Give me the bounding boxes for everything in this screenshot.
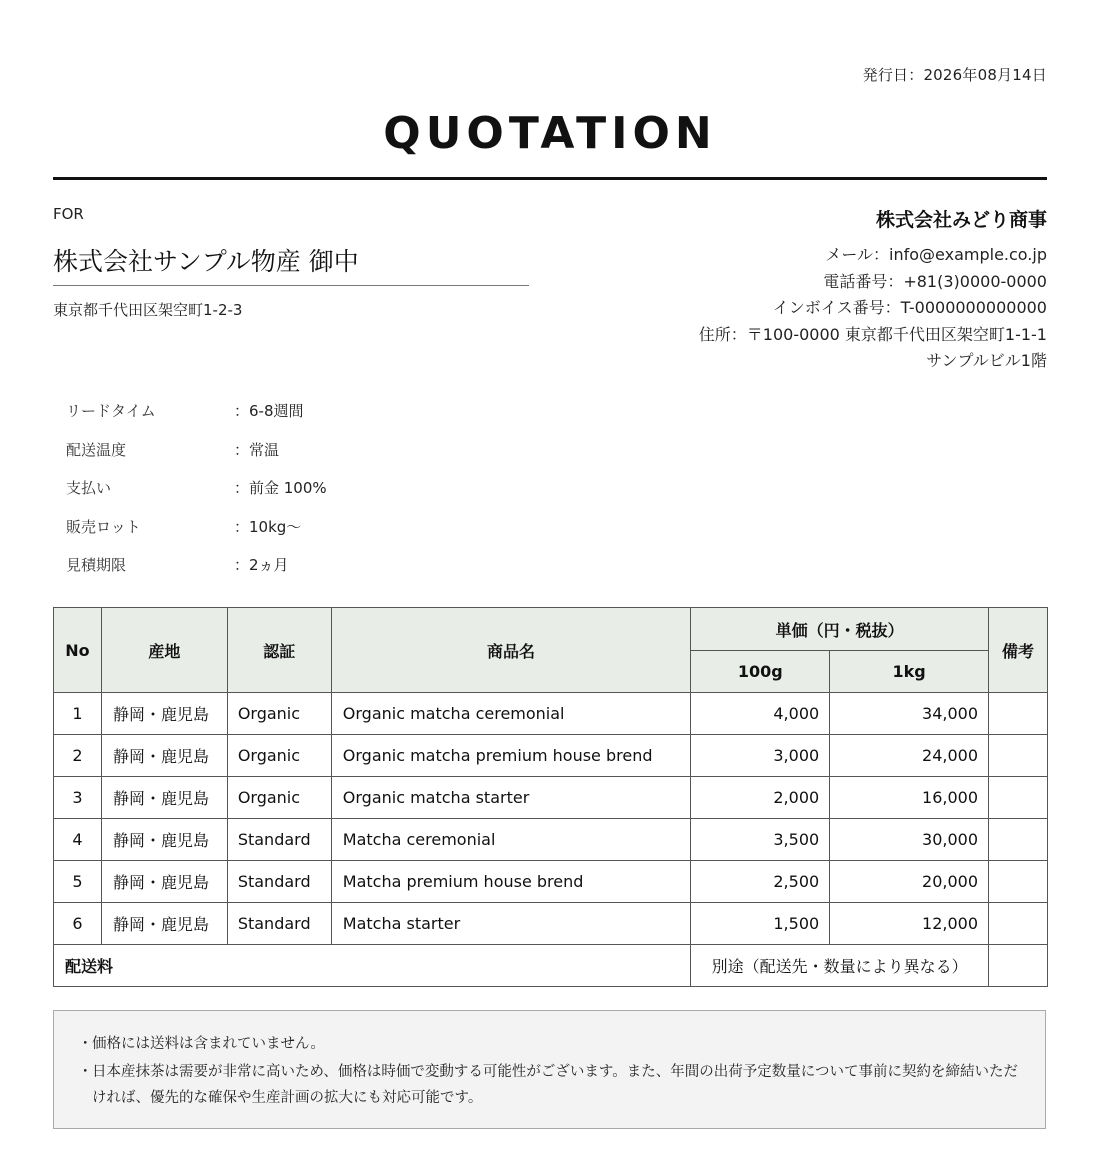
table-row bbox=[54, 777, 1048, 819]
cell-origin: 静岡・鹿児島 bbox=[101, 819, 227, 861]
cell-no: 3 bbox=[54, 777, 102, 819]
term-value: ：10kg〜 bbox=[234, 517, 302, 536]
term-label: 見積期限 bbox=[66, 556, 127, 574]
cell-remarks bbox=[989, 903, 1048, 945]
table-row bbox=[54, 735, 1048, 777]
header-price-1kg: 1kg bbox=[830, 651, 989, 693]
cell-remarks bbox=[989, 735, 1048, 777]
issue-date: 発行日：2026年08月14日 bbox=[862, 66, 1047, 84]
term-row-shipping-temperature bbox=[66, 439, 327, 478]
cell-no: 5 bbox=[54, 861, 102, 903]
header-certification: 認証 bbox=[227, 608, 331, 693]
shipping-value: 別途（配送先・数量により異なる） bbox=[691, 945, 989, 987]
cell-certification: Organic bbox=[227, 735, 331, 777]
cell-price-100g: 4,000 bbox=[691, 693, 830, 735]
header-price-100g: 100g bbox=[691, 651, 830, 693]
cell-no: 4 bbox=[54, 819, 102, 861]
cell-price-1kg: 34,000 bbox=[830, 693, 989, 735]
cell-certification: Organic bbox=[227, 693, 331, 735]
document-title: QUOTATION bbox=[383, 108, 717, 159]
cell-remarks bbox=[989, 819, 1048, 861]
header-remarks: 備考 bbox=[989, 608, 1048, 693]
cell-price-1kg: 30,000 bbox=[830, 819, 989, 861]
term-label: 配送温度 bbox=[66, 440, 127, 459]
title-divider bbox=[53, 177, 1047, 180]
table-row bbox=[54, 819, 1048, 861]
note-text: 日本産抹茶は需要が非常に高いため、価格は時価で変動する可能性がございます。また、年間の出荷予定数量について事前に契約を締結いただければ、優先的な確保や生産計画の拡大にも対応可能です。 bbox=[92, 1064, 1018, 1106]
shipping-label: 配送料 bbox=[54, 945, 691, 987]
cell-product-name: Organic matcha starter bbox=[331, 777, 691, 819]
price-table bbox=[53, 607, 1048, 987]
seller-block bbox=[699, 205, 1047, 375]
cell-price-100g: 2,000 bbox=[691, 777, 830, 819]
term-row-quote-validity bbox=[66, 554, 327, 593]
notes-box bbox=[53, 1010, 1046, 1129]
note-item bbox=[78, 1059, 1021, 1111]
note-bullet: ・ bbox=[78, 1036, 93, 1052]
seller-address: 住所：〒100-0000 東京都千代田区架空町1-1-1 bbox=[698, 324, 1047, 344]
cell-product-name: Matcha starter bbox=[331, 903, 691, 945]
table-row bbox=[54, 693, 1048, 735]
term-label: 販売ロット bbox=[66, 517, 141, 536]
term-value: ：常温 bbox=[234, 440, 280, 459]
cell-certification: Standard bbox=[227, 861, 331, 903]
cell-origin: 静岡・鹿児島 bbox=[101, 861, 227, 903]
seller-phone: 電話番号：+81(3)0000-0000 bbox=[823, 271, 1047, 291]
table-row bbox=[54, 903, 1048, 945]
client-address: 東京都千代田区架空町1-2-3 bbox=[53, 301, 243, 319]
cell-no: 6 bbox=[54, 903, 102, 945]
cell-certification: Organic bbox=[227, 777, 331, 819]
cell-origin: 静岡・鹿児島 bbox=[101, 777, 227, 819]
cell-price-1kg: 16,000 bbox=[830, 777, 989, 819]
client-name: 株式会社サンプル物産 御中 bbox=[53, 247, 359, 276]
cell-product-name: Organic matcha ceremonial bbox=[331, 693, 691, 735]
cell-price-1kg: 12,000 bbox=[830, 903, 989, 945]
cell-origin: 静岡・鹿児島 bbox=[101, 693, 227, 735]
term-label: 支払い bbox=[66, 479, 112, 497]
term-value: ：2ヵ月 bbox=[234, 556, 289, 574]
header-unit-price: 単価（円・税抜） bbox=[691, 608, 989, 651]
cell-no: 1 bbox=[54, 693, 102, 735]
cell-product-name: Matcha premium house brend bbox=[331, 861, 691, 903]
term-row-payment bbox=[66, 477, 327, 516]
term-value: ：6-8週間 bbox=[234, 402, 304, 420]
table-row bbox=[54, 861, 1048, 903]
cell-product-name: Organic matcha premium house brend bbox=[331, 735, 691, 777]
cell-price-100g: 3,500 bbox=[691, 819, 830, 861]
term-row-lead-time bbox=[66, 400, 327, 439]
term-value: ：前金 100% bbox=[234, 479, 327, 497]
shipping-remarks bbox=[989, 945, 1048, 987]
term-row-sales-lot bbox=[66, 516, 327, 555]
for-label: FOR bbox=[53, 205, 84, 223]
cell-price-1kg: 24,000 bbox=[830, 735, 989, 777]
cell-no: 2 bbox=[54, 735, 102, 777]
cell-remarks bbox=[989, 777, 1048, 819]
seller-address-building: サンプルビル1階 bbox=[926, 351, 1047, 370]
note-bullet: ・ bbox=[78, 1064, 93, 1080]
header-product-name: 商品名 bbox=[331, 608, 691, 693]
cell-price-100g: 2,500 bbox=[691, 861, 830, 903]
header-origin: 産地 bbox=[101, 608, 227, 693]
seller-name: 株式会社みどり商事 bbox=[875, 209, 1047, 231]
seller-invoice-number: インボイス番号：T-0000000000000 bbox=[772, 298, 1047, 317]
cell-remarks bbox=[989, 861, 1048, 903]
term-label: リードタイム bbox=[66, 402, 156, 420]
cell-price-100g: 1,500 bbox=[691, 903, 830, 945]
seller-email: メール：info@example.co.jp bbox=[825, 245, 1047, 264]
note-text: 価格には送料は含まれていません。 bbox=[92, 1036, 325, 1052]
cell-certification: Standard bbox=[227, 819, 331, 861]
shipping-row bbox=[54, 945, 1048, 987]
cell-remarks bbox=[989, 693, 1048, 735]
cell-certification: Standard bbox=[227, 903, 331, 945]
header-no: No bbox=[54, 608, 102, 693]
terms-list bbox=[66, 400, 327, 593]
note-item bbox=[78, 1031, 1021, 1057]
cell-product-name: Matcha ceremonial bbox=[331, 819, 691, 861]
client-name-underline bbox=[53, 285, 529, 286]
cell-price-1kg: 20,000 bbox=[830, 861, 989, 903]
cell-price-100g: 3,000 bbox=[691, 735, 830, 777]
cell-origin: 静岡・鹿児島 bbox=[101, 903, 227, 945]
cell-origin: 静岡・鹿児島 bbox=[101, 735, 227, 777]
